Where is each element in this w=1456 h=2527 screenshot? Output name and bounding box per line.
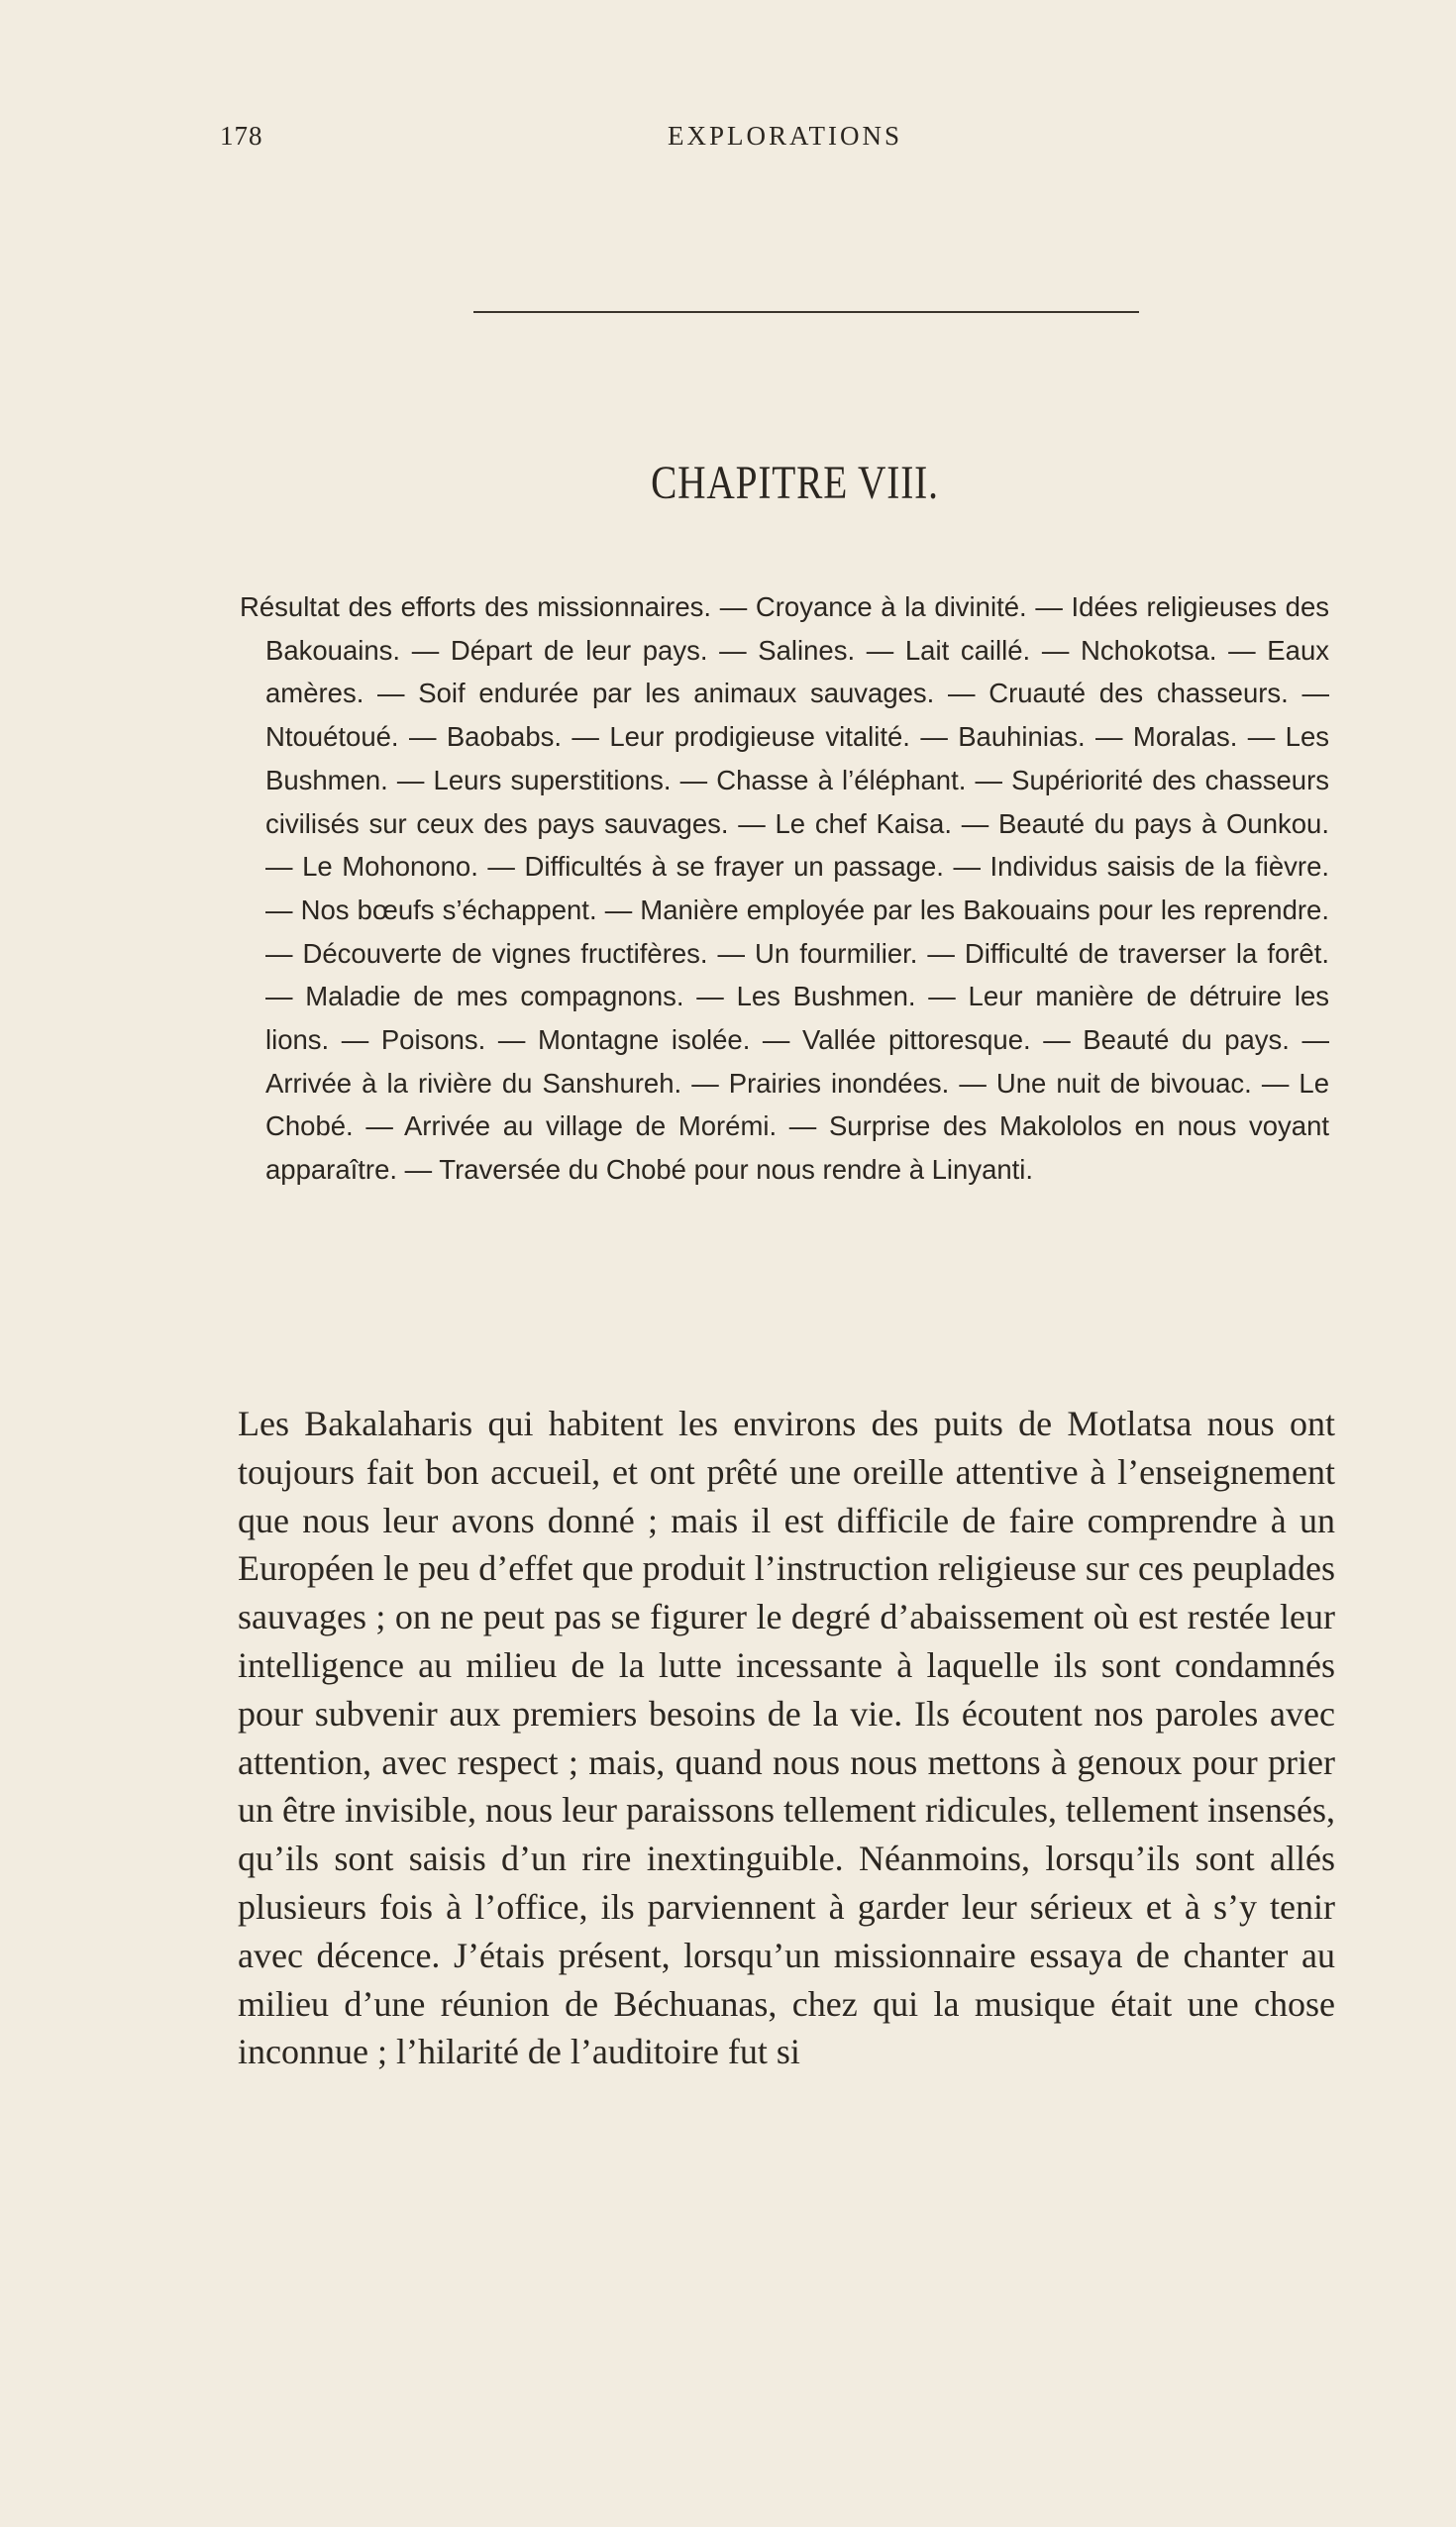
chapter-summary-text: Résultat des efforts des missionnaires. — Croyance à la divinité. — Idées religieuses des Bakouains. — Départ de leur pays. — Salines. — Lait caillé. — Nchokotsa. — Eaux amères. — Soif endurée par les animaux sauvages. — Cruauté des chasseurs. — Ntouétoué. — Baobabs. — Leur prodigieuse vitalité. — Bauhinias. — Moralas. — Les Bushmen. — Leurs superstitions. — Chasse à l’éléphant. — Supériorité des chasseurs civilisés sur ceux des pays sauvages. — Le chef Kaisa. — Beauté du pays à Ounkou. — Le Mohonono. — Difficultés à se frayer un passage. — Individus saisis de la fièvre. — Nos bœufs s’échappent. — Manière employée par les Bakouains pour les reprendre. — Découverte de vignes fructifères. — Un fourmilier. — Difficulté de traverser la forêt. — Maladie de mes compagnons. — Les Bushmen. — Leur manière de détruire les lions. — Poisons. — Montagne isolée. — Vallée pittoresque. — Beauté du pays. — Arrivée à la rivière du Sanshureh. — Prairies inondées. — Une nuit de bivouac. — Le Chobé. — Arrivée au village de Morémi. — Surprise des Makololos en nous voyant apparaître. — Traversée du Chobé pour nous rendre à Linyanti. [240,591,1329,1186]
running-head: EXPLORATIONS [667,121,902,151]
body-text [238,1400,1335,2076]
body-paragraph: Les Bakalaharis qui habitent les environs des puits de Motlatsa nous ont toujours fait bon accueil, et ont prêté une oreille attentive à l’enseignement que nous leur avons donné ; mais il est difficile de faire comprendre à un Européen le peu d’effet que produit l’instruction religieuse sur ces peuplades sauvages ; on ne peut pas se figurer le degré d’abaissement où est restée leur intelligence au milieu de la lutte incessante à laquelle ils sont condamnés pour subvenir aux premiers besoins de la vie. Ils écoutent nos paroles avec attention, avec respect ; mais, quand nous nous mettons à genoux pour prier un être invisible, nous leur paraissons tellement ridicules, tellement insensés, qu’ils sont saisis d’un rire inextinguible. Néanmoins, lorsqu’ils sont allés plusieurs fois à l’office, ils parviennent à garder leur sérieux et à s’y tenir avec décence. J’étais présent, lorsqu’un missionnaire essaya de chanter au milieu d’une réunion de Béchuanas, chez qui la musique était une chose inconnue ; l’hilarité de l’auditoire fut si [238,1404,1335,2072]
chapter-summary [240,585,1329,1192]
chapter-title: CHAPITRE VIII. [651,457,939,509]
page-number: 178 [220,121,263,151]
chapter-rule [473,311,1139,313]
